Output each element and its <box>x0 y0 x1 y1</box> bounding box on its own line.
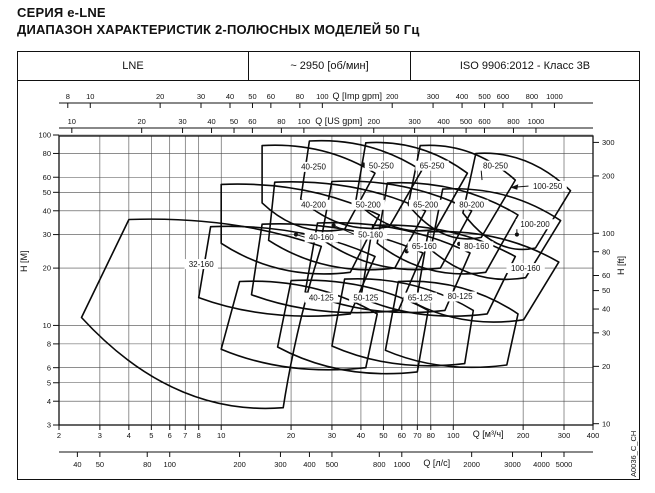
model-label-50-160: 50-160 <box>358 230 383 240</box>
h-m-tick-label: 80 <box>42 149 51 159</box>
m3h-tick-label: 6 <box>167 431 172 440</box>
leader-dot-50-160 <box>332 223 336 227</box>
model-label-80-250: 80-250 <box>483 161 508 171</box>
ls-tick-label: 3000 <box>504 460 521 469</box>
ls-tick-label: 300 <box>274 460 287 469</box>
h-m-tick-label: 10 <box>42 321 51 331</box>
model-label-50-200: 50-200 <box>355 200 381 210</box>
h-m-tick-label: 20 <box>42 263 51 273</box>
imp-gpm-axis-tick-label: 1000 <box>546 92 563 101</box>
model-label-65-250: 65-250 <box>419 161 445 171</box>
h-m-tick-label: 6 <box>46 363 51 373</box>
imp-gpm-axis-tick-label: 600 <box>496 92 510 101</box>
model-label-65-125: 65-125 <box>407 293 433 303</box>
h-m-tick-label: 50 <box>42 187 51 197</box>
h-m-tick-label: 30 <box>42 230 51 240</box>
model-label-50-125: 50-125 <box>353 293 379 303</box>
envelope-32-160 <box>82 219 322 408</box>
us-gpm-axis-tick-label: 40 <box>207 117 216 126</box>
h-m-axis-label: H [М] <box>19 250 29 272</box>
model-label-50-250: 50-250 <box>368 161 394 171</box>
m3h-tick-label: 5 <box>149 431 154 440</box>
us-gpm-axis-tick-label: 30 <box>178 117 187 126</box>
h-ft-tick-label: 300 <box>602 138 615 148</box>
m3h-unit-label: Q [м³/ч] <box>472 429 504 439</box>
us-gpm-axis-tick-label: 300 <box>408 117 421 126</box>
ls-tick-label: 800 <box>373 460 386 469</box>
m3h-tick-label: 2 <box>56 431 62 440</box>
h-m-tick-label: 8 <box>46 339 51 349</box>
us-gpm-axis-tick-label: 200 <box>367 117 381 126</box>
h-ft-axis-label: H [ft] <box>616 255 626 275</box>
model-label-32-160: 32-160 <box>188 259 214 269</box>
series-title: СЕРИЯ e-LNE <box>17 5 106 20</box>
h-ft-tick-label: 20 <box>602 361 611 371</box>
imp-gpm-axis-tick-label: 20 <box>155 92 165 101</box>
imp-gpm-axis-tick-label: 80 <box>295 92 305 101</box>
speed-cell: ~ 2950 [об/мин] <box>249 52 411 80</box>
imp-gpm-axis-tick-label: 400 <box>455 92 469 101</box>
us-gpm-axis-tick-label: 500 <box>459 117 473 126</box>
model-label-65-200: 65-200 <box>413 200 439 210</box>
h-ft-tick-label: 60 <box>602 271 611 281</box>
m3h-tick-label: 4 <box>126 431 131 440</box>
ls-tick-label: 80 <box>143 460 152 469</box>
m3h-tick-label: 200 <box>516 431 530 440</box>
us-gpm-axis-tick-label: 20 <box>137 117 146 126</box>
imp-gpm-axis-unit-label: Q [Imp gpm] <box>332 91 383 101</box>
range-title: ДИАПАЗОН ХАРАКТЕРИСТИК 2-ПОЛЮСНЫХ МОДЕЛЕЙ 50 Гц <box>17 22 420 37</box>
ls-tick-label: 5000 <box>555 460 573 469</box>
model-label-100-160: 100-160 <box>510 263 541 273</box>
us-gpm-axis-tick-label: 10 <box>67 117 76 126</box>
m3h-tick-label: 60 <box>397 431 406 440</box>
h-m-tick-label: 3 <box>46 420 51 430</box>
h-ft-tick-label: 10 <box>602 419 611 429</box>
imp-gpm-axis-tick-label: 300 <box>426 92 440 101</box>
standard-cell: ISO 9906:2012 - Класс 3В <box>459 60 591 72</box>
h-m-tick-label: 4 <box>46 396 51 406</box>
ls-tick-label: 400 <box>303 460 316 469</box>
m3h-tick-label: 7 <box>183 431 188 440</box>
model-label-80-160: 80-160 <box>464 242 490 252</box>
us-gpm-axis-tick-label: 100 <box>297 117 311 126</box>
model-label-100-250: 100-250 <box>532 181 563 191</box>
imp-gpm-axis-tick-label: 800 <box>525 92 539 101</box>
h-ft-tick-label: 30 <box>602 328 611 338</box>
drawing-code: A0036_C_CH <box>629 430 638 477</box>
ls-unit-label: Q [л/с] <box>423 458 451 468</box>
model-label-40-160: 40-160 <box>308 233 334 243</box>
m3h-tick-label: 10 <box>217 431 226 440</box>
leader-dot-40-160 <box>294 232 298 236</box>
m3h-tick-label: 300 <box>557 431 571 440</box>
us-gpm-axis-tick-label: 1000 <box>527 117 545 126</box>
imp-gpm-axis-tick-label: 500 <box>478 92 491 101</box>
us-gpm-axis-unit-label: Q [US gpm] <box>315 116 363 126</box>
model-label-40-200: 40-200 <box>301 200 327 210</box>
h-ft-tick-label: 80 <box>602 247 611 257</box>
m3h-tick-label: 40 <box>356 431 366 440</box>
m3h-tick-label: 70 <box>413 431 422 440</box>
imp-gpm-axis-tick-label: 10 <box>86 92 95 101</box>
h-m-tick-label: 40 <box>42 206 51 216</box>
imp-gpm-axis-tick-label: 40 <box>225 92 235 101</box>
ls-tick-label: 500 <box>325 460 339 469</box>
series-cell: LNE <box>18 52 249 80</box>
ls-tick-label: 4000 <box>533 460 550 469</box>
model-label-40-125: 40-125 <box>308 293 334 303</box>
h-ft-tick-label: 100 <box>602 228 615 238</box>
imp-gpm-axis-tick-label: 200 <box>385 92 399 101</box>
h-m-tick-label: 5 <box>46 378 51 388</box>
us-gpm-axis-tick-label: 80 <box>277 117 286 126</box>
leader-dot-100-200 <box>515 232 519 236</box>
ls-tick-label: 100 <box>163 460 176 469</box>
model-label-80-125: 80-125 <box>447 292 473 302</box>
us-gpm-axis-tick-label: 400 <box>437 117 450 126</box>
m3h-tick-label: 50 <box>379 431 388 440</box>
model-label-80-200: 80-200 <box>459 200 485 210</box>
model-label-40-250: 40-250 <box>301 162 327 172</box>
h-m-tick-label: 60 <box>42 172 51 182</box>
h-ft-tick-label: 50 <box>602 286 611 296</box>
ls-tick-label: 50 <box>95 460 105 469</box>
imp-gpm-axis-tick-label: 8 <box>65 92 70 101</box>
m3h-tick-label: 100 <box>447 431 460 440</box>
ls-tick-label: 1000 <box>393 460 411 469</box>
imp-gpm-axis-tick-label: 100 <box>316 92 329 101</box>
m3h-tick-label: 30 <box>327 431 337 440</box>
us-gpm-axis-tick-label: 50 <box>229 117 239 126</box>
us-gpm-axis-tick-label: 600 <box>478 117 491 126</box>
m3h-tick-label: 400 <box>586 431 600 440</box>
model-label-100-200: 100-200 <box>520 220 550 230</box>
m3h-tick-label: 20 <box>286 431 296 440</box>
model-label-65-160: 65-160 <box>411 242 437 252</box>
m3h-tick-label: 80 <box>426 431 435 440</box>
m3h-tick-label: 3 <box>97 431 102 440</box>
imp-gpm-axis-tick-label: 50 <box>248 92 257 101</box>
ls-tick-label: 200 <box>233 460 246 469</box>
h-ft-tick-label: 200 <box>602 171 615 181</box>
imp-gpm-axis-tick-label: 30 <box>196 92 206 101</box>
h-ft-tick-label: 40 <box>602 304 611 314</box>
ls-tick-label: 2000 <box>463 460 480 469</box>
h-m-tick-label: 100 <box>38 130 51 140</box>
ls-tick-label: 40 <box>73 460 82 469</box>
us-gpm-axis-tick-label: 800 <box>507 117 520 126</box>
m3h-tick-label: 8 <box>196 431 201 440</box>
imp-gpm-axis-tick-label: 60 <box>266 92 276 101</box>
us-gpm-axis-tick-label: 60 <box>248 117 257 126</box>
